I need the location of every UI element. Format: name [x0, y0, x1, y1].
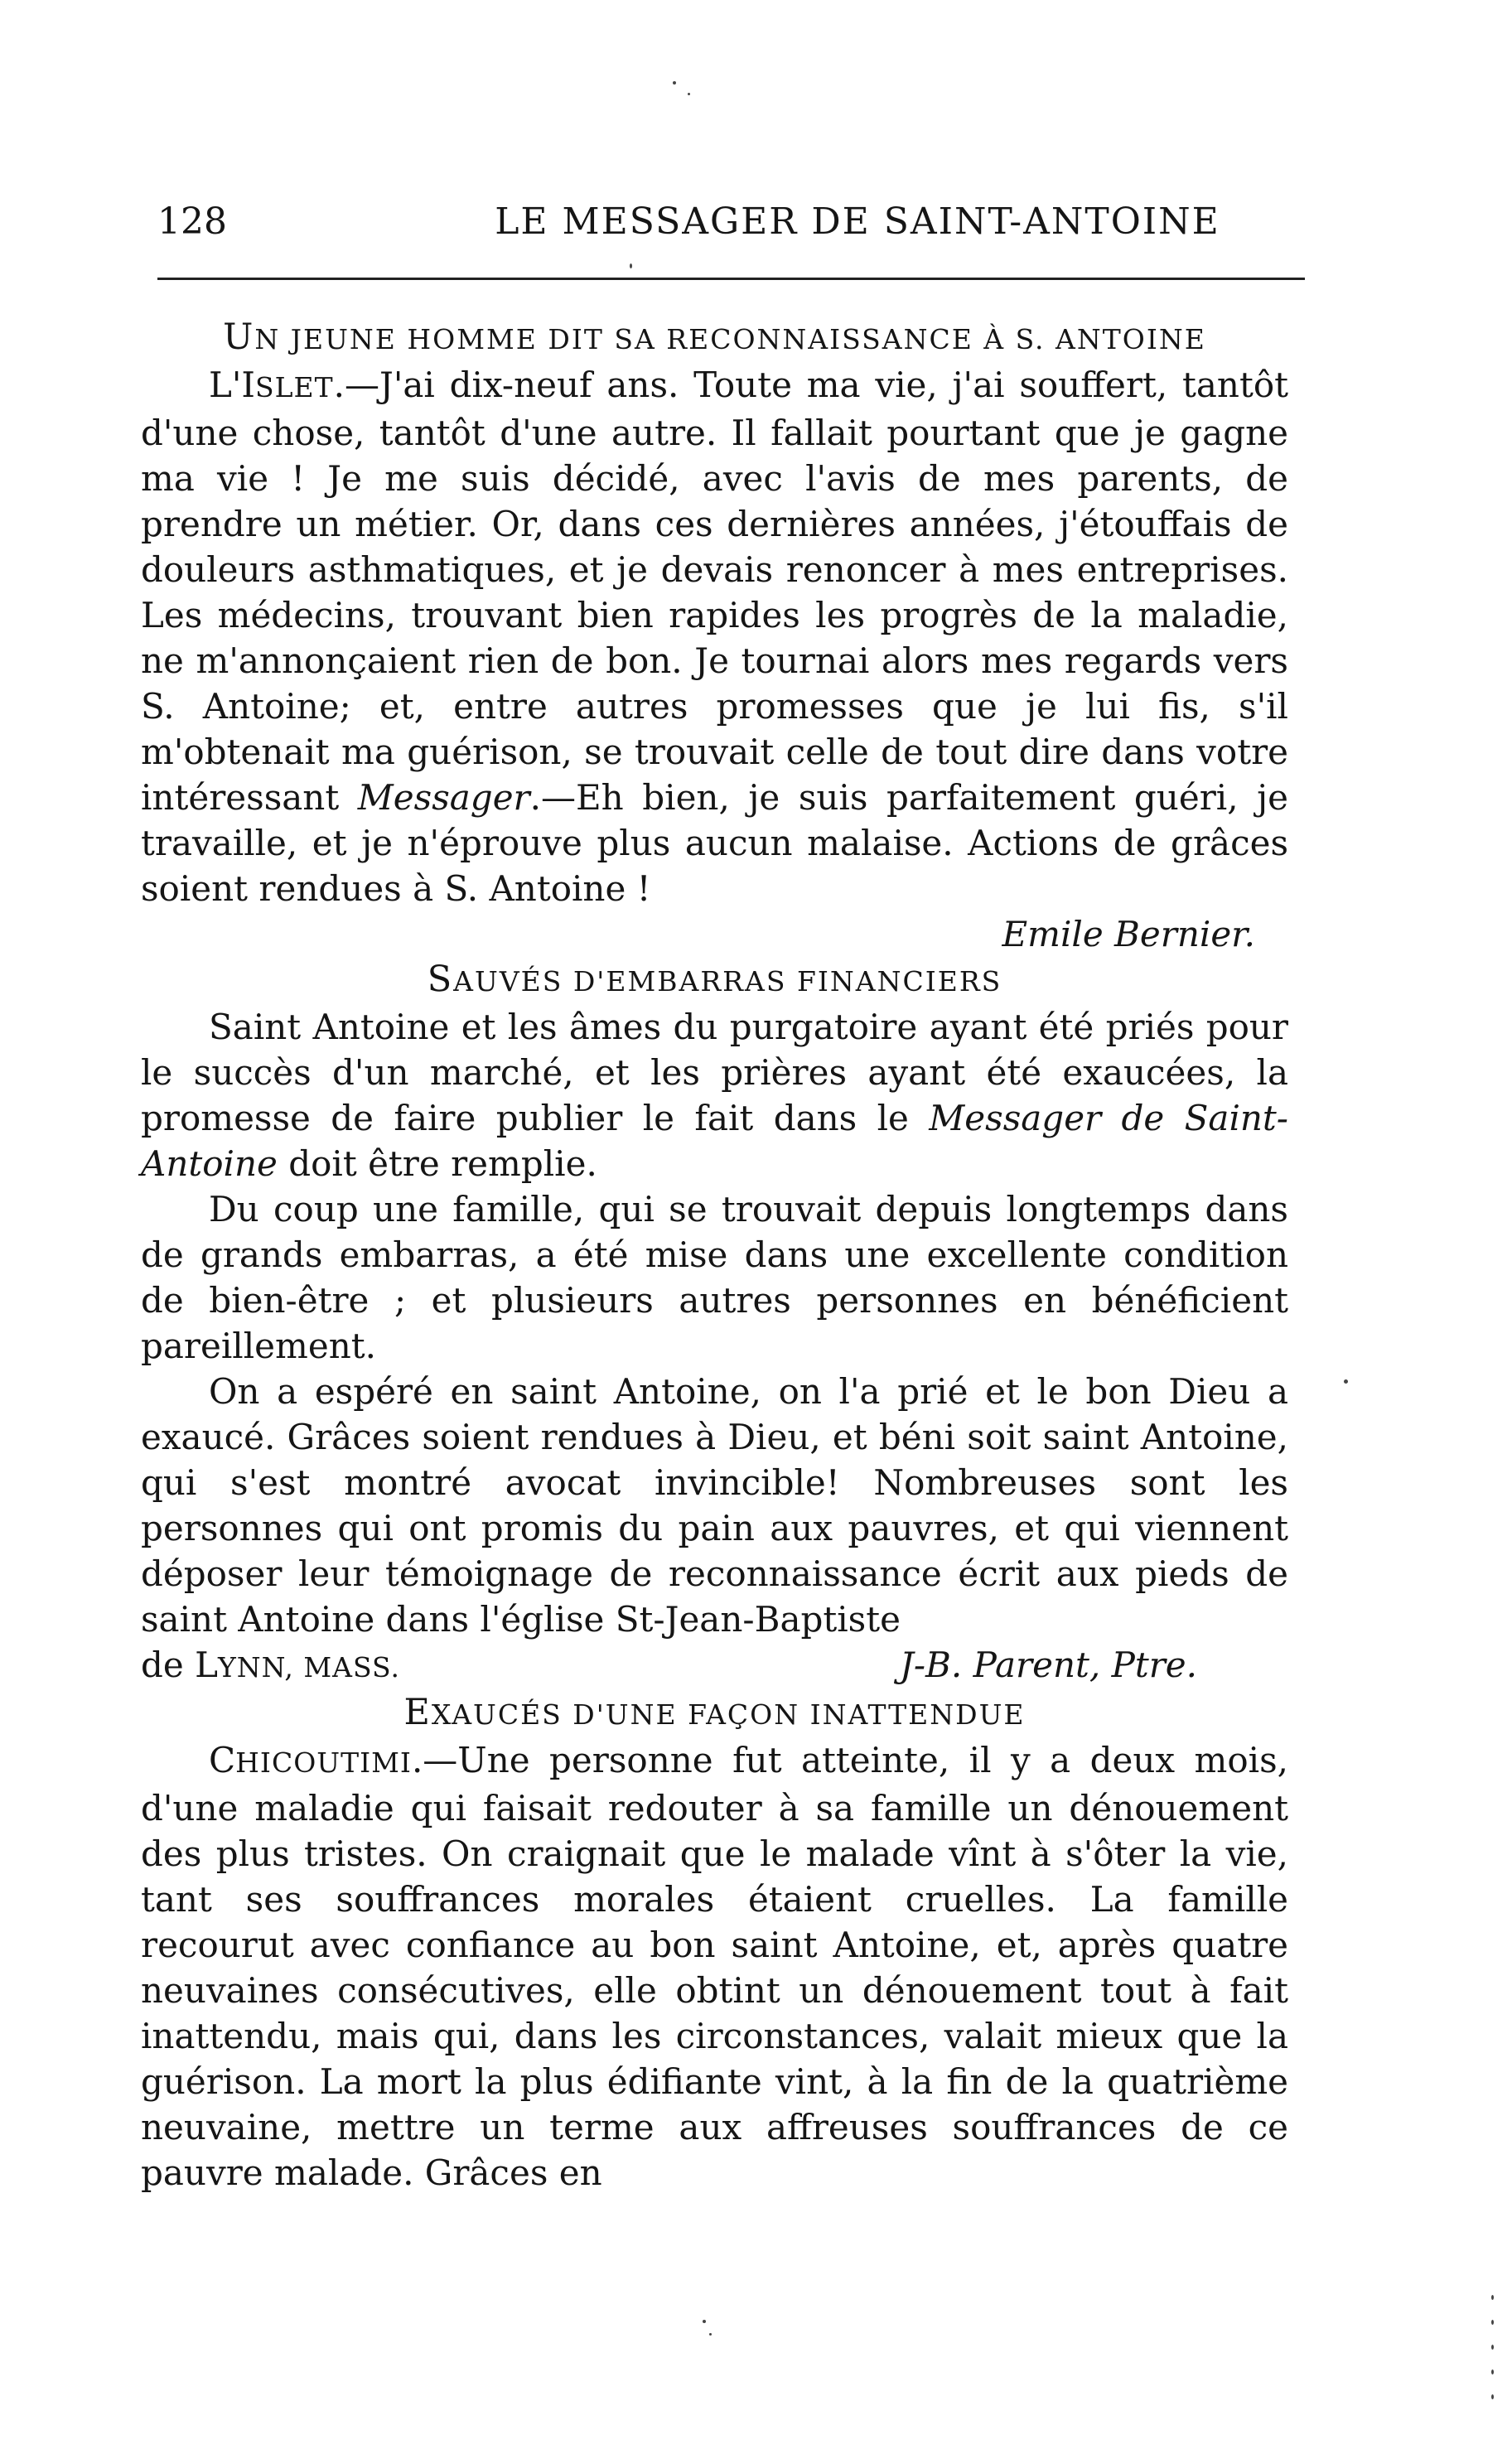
location: de LYNN, MASS.	[141, 1645, 400, 1685]
section-1-paragraph: L'ISLET.—J'ai dix-neuf ans. Toute ma vie, j'ai souffert, tantôt d'une chose, tantôt d'une autre. Il fallait pourtant que je gagne ma vie ! Je me suis décidé, avec l'avis de mes parents, de prendre un métier. Or, dans ces dernières années, j'étouffais de douleurs asthmatiques, et je devais renoncer à mes entreprises. Les médecins, trouvant bien rapides les progrès de la maladie, ne m'annonçaient rien de bon. Je tournai alors mes regards vers S. Antoine; et, entre autres promesses que je lui fis, s'il m'obtenait ma guérison, se trouvait celle de tout dire dans votre intéressant Messager.—Eh bien, je suis parfaitement guéri, je travaille, et je n'éprouve plus aucun malaise. Actions de grâces soient rendues à S. Antoine !	[141, 365, 1288, 909]
scan-speck	[703, 2320, 706, 2323]
header-rule	[157, 278, 1305, 280]
article-body	[141, 315, 1288, 2196]
signature-line	[141, 1642, 1288, 1690]
scan-speck	[1344, 1379, 1348, 1384]
page-header	[157, 197, 1305, 263]
scan-speck	[709, 2333, 712, 2336]
place-name: CHICOUTIMI	[209, 1740, 412, 1780]
section-2-paragraph-3: On a espéré en saint Antoine, on l'a prié et le bon Dieu a exaucé. Grâces soient rendues à Dieu, et béni soit saint Antoine, qui s'est montré avocat invincible! Nombreuses sont les personnes qui ont promis du pain aux pauvres, et qui viennent déposer leur témoignage de reconnaissance écrit aux pieds de saint Antoine dans l'église St-Jean-Baptiste	[141, 1371, 1288, 1640]
scan-speck	[1491, 2320, 1494, 2325]
section-heading-1: UN JEUNE HOMME DIT SA RECONNAISSANCE À S. ANTOINE	[223, 316, 1206, 358]
signature: J-B. Parent, Ptre.	[900, 1645, 1197, 1685]
section-heading-2: SAUVÉS D'EMBARRAS FINANCIERS	[427, 959, 1002, 1000]
scan-speck	[1491, 2394, 1494, 2399]
scan-speck	[1491, 2345, 1494, 2350]
running-title: LE MESSAGER DE SAINT-ANTOINE	[495, 200, 1220, 243]
signature: Emile Bernier.	[1002, 914, 1255, 954]
section-heading-3: EXAUCÉS D'UNE FAÇON INATTENDUE	[403, 1692, 1026, 1733]
section-2-paragraph-1: Saint Antoine et les âmes du purgatoire ayant été priés pour le succès d'un marché, et les prières ayant été exaucées, la promesse de faire publier le fait dans le Messager de Saint-Antoine doit être remplie.	[141, 1007, 1288, 1184]
scan-speck	[673, 81, 676, 85]
scan-speck	[630, 263, 632, 268]
scan-speck	[1491, 2295, 1494, 2300]
section-2-paragraph-2: Du coup une famille, qui se trouvait depuis longtemps dans de grands embarras, a été mise dans une excellente condition de bien-être ; et plusieurs autres personnes en bénéficient pareillement.	[141, 1189, 1288, 1366]
page-number: 128	[157, 200, 227, 243]
section-3-paragraph: CHICOUTIMI.—Une personne fut atteinte, il y a deux mois, d'une maladie qui faisait redouter à sa famille un dénouement des plus tristes. On craignait que le malade vînt à s'ôter la vie, tant ses souffrances morales étaient cruelles. La famille recourut avec confiance au bon saint Antoine, et, après quatre neuvaines consécutives, elle obtint un dénouement tout à fait inattendu, mais qui, dans les circonstances, valait mieux que la guérison. La mort la plus édifiante vint, à la fin de la quatrième neuvaine, mettre un terme aux affreuses souffrances de ce pauvre malade. Grâces en	[141, 1740, 1288, 2193]
scan-speck	[688, 93, 690, 95]
scan-speck	[1491, 2369, 1494, 2374]
place-name: L'ISLET	[209, 365, 334, 405]
